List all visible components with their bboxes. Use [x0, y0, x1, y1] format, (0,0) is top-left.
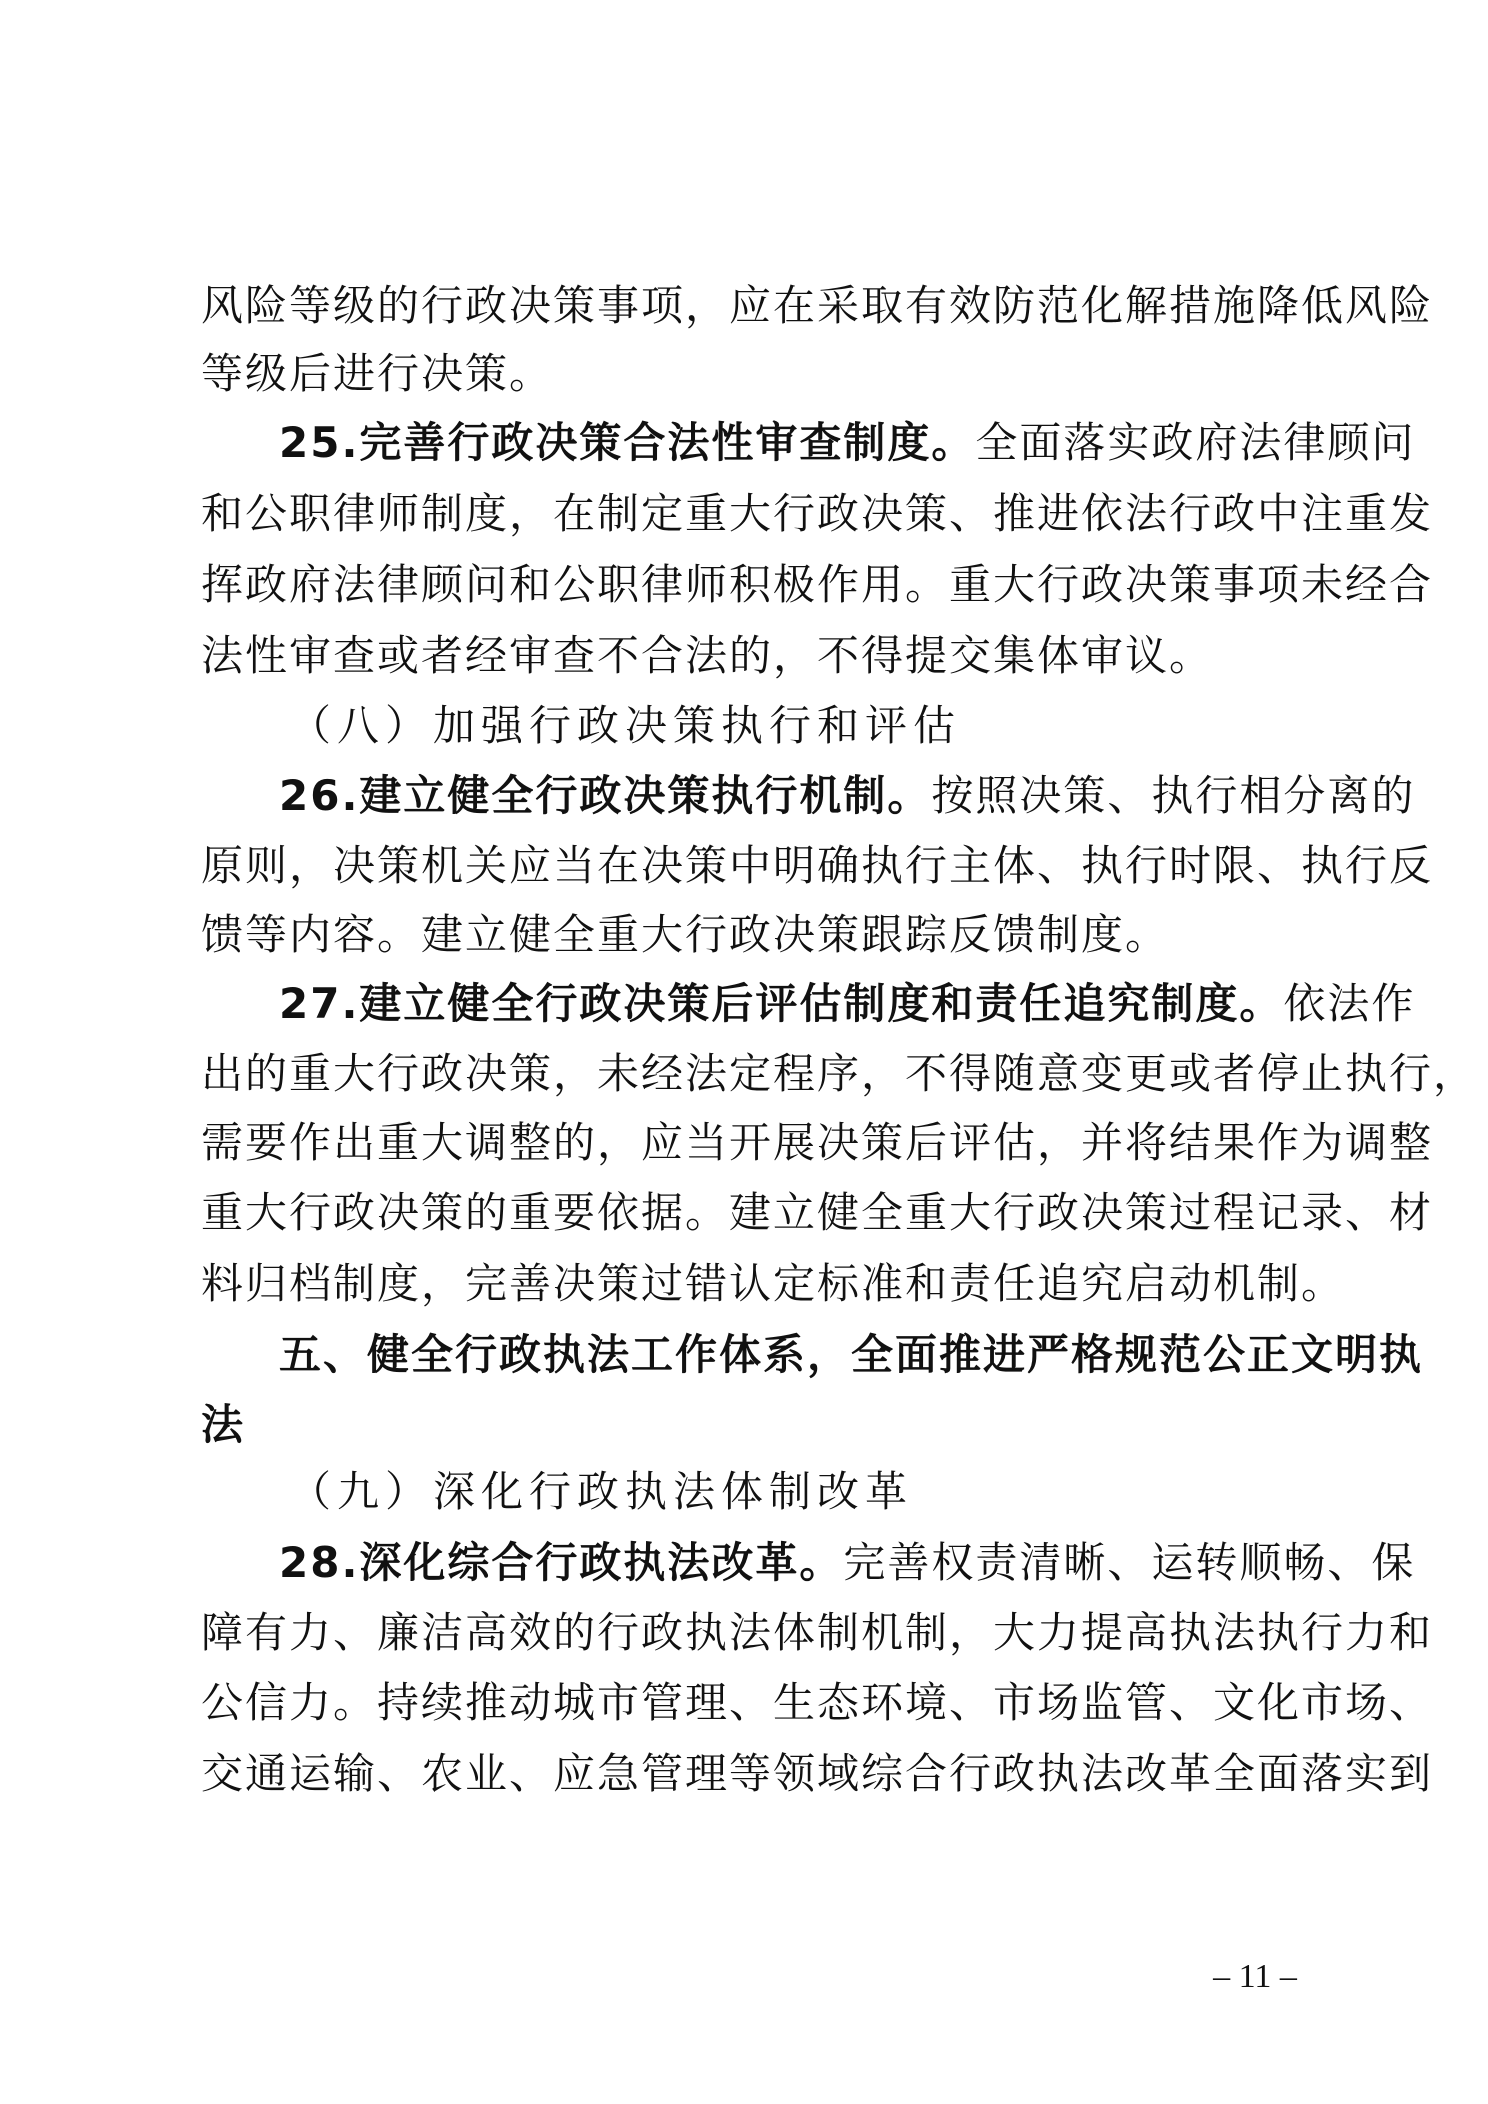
line-text: 交通运输、农业、应急管理等领域综合行政执法改革全面落实到 — [201, 1749, 1434, 1798]
line-text: 出的重大行政决策，未经法定程序，不得随意变更或者停止执行， — [201, 1049, 1478, 1098]
text-line — [279, 413, 1416, 473]
line-text: 公信力。持续推动城市管理、生态环境、市场监管、文化市场、 — [201, 1678, 1434, 1727]
line-text: 需要作出重大调整的，应当开展决策后评估，并将结果作为调整 — [201, 1118, 1434, 1167]
text-line — [279, 1325, 1424, 1385]
item-title: 25.完善行政决策合法性审查制度。 — [279, 418, 976, 467]
line-text: 重大行政决策的重要依据。建立健全重大行政决策过程记录、材 — [201, 1188, 1434, 1237]
item-title: 26.建立健全行政决策执行机制。 — [279, 771, 932, 820]
text-line — [201, 1113, 1434, 1173]
text-line — [279, 766, 1416, 826]
line-text: 挥政府法律顾问和公职律师积极作用。重大行政决策事项未经合 — [201, 560, 1434, 609]
text-line — [201, 1254, 1346, 1314]
line-text: 料归档制度，完善决策过错认定标准和责任追究启动机制。 — [201, 1259, 1346, 1308]
line-text: 障有力、廉洁高效的行政执法体制机制，大力提高执法执行力和 — [201, 1608, 1434, 1657]
text-line — [201, 276, 1434, 336]
text-line — [201, 1603, 1434, 1663]
text-line — [201, 484, 1434, 544]
line-text: （九）深化行政执法体制改革 — [289, 1467, 914, 1516]
item-title: 27.建立健全行政决策后评估制度和责任追究制度。 — [279, 979, 1284, 1028]
text-line — [279, 1533, 1416, 1593]
text-line — [201, 626, 1302, 686]
text-line — [279, 974, 1416, 1034]
text-line — [201, 344, 1302, 404]
line-text: 全面落实政府法律顾问 — [975, 418, 1416, 467]
line-text: 等级后进行决策。 — [201, 349, 554, 398]
line-text: 依法作 — [1283, 979, 1416, 1028]
text-line — [289, 696, 1302, 756]
line-text: 馈等内容。建立健全重大行政决策跟踪反馈制度。 — [201, 910, 1170, 959]
line-text: 按照决策、执行相分离的 — [931, 771, 1416, 820]
line-text: 风险等级的行政决策事项，应在采取有效防范化解措施降低风险 — [201, 281, 1434, 330]
line-text: 五、健全行政执法工作体系，全面推进严格规范公正文明执 — [279, 1330, 1424, 1379]
line-text: 完善权责清晰、运转顺畅、保 — [843, 1538, 1416, 1587]
line-text: 法 — [201, 1400, 246, 1449]
text-line — [201, 905, 1302, 965]
line-text: （八）加强行政决策执行和评估 — [289, 701, 962, 750]
page-number: – 11 – — [1213, 1958, 1297, 1995]
text-line — [201, 1673, 1434, 1733]
line-text: 原则，决策机关应当在决策中明确执行主体、执行时限、执行反 — [201, 841, 1434, 890]
text-line — [201, 1395, 1302, 1455]
item-title: 28.深化综合行政执法改革。 — [279, 1538, 844, 1587]
text-line — [201, 1183, 1434, 1243]
text-line — [201, 1044, 1478, 1104]
line-text: 和公职律师制度，在制定重大行政决策、推进依法行政中注重发 — [201, 489, 1434, 538]
text-line — [201, 555, 1434, 615]
text-line — [201, 836, 1434, 896]
line-text: 法性审查或者经审查不合法的，不得提交集体审议。 — [201, 631, 1214, 680]
text-line — [201, 1744, 1434, 1804]
text-line — [289, 1462, 1302, 1522]
